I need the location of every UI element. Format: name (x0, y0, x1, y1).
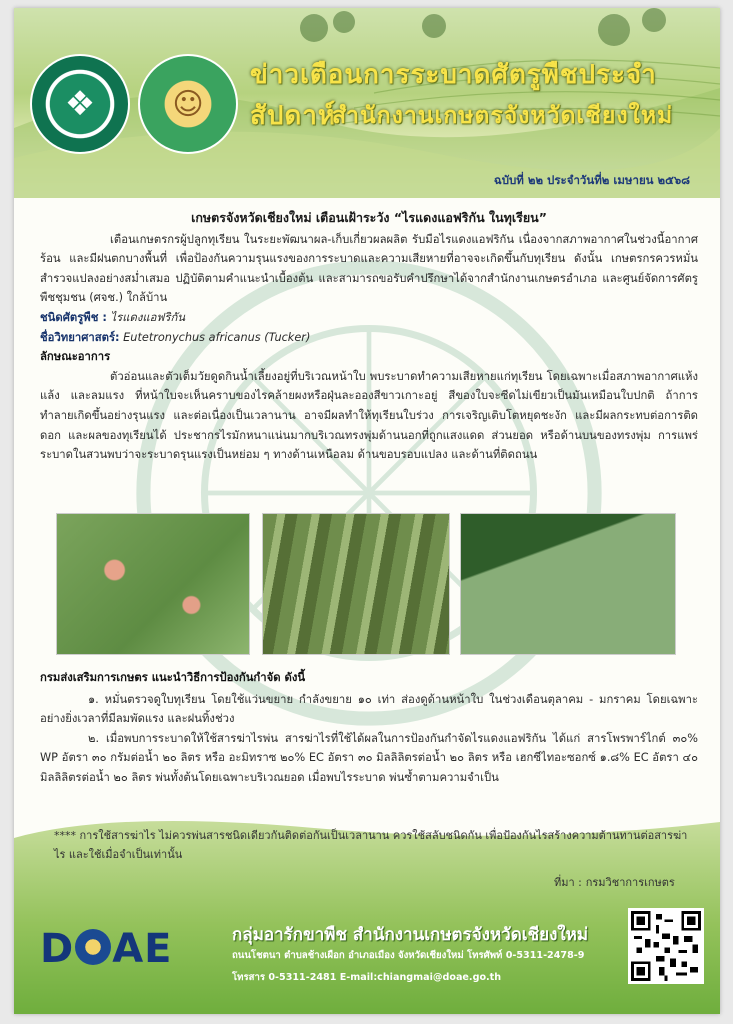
ministry-emblem-logo (30, 54, 130, 154)
control-item: ๑. หมั่นตรวจดูใบทุเรียน โดยใช้แว่นขยาย กำลังขยาย ๑๐ เท่า ส่องดูด้านหน้าใบ ในช่วงเดือนตุลาคม - มกราคม โดยเฉพาะอย่างยิ่งเวลาที่มีลมพัดแรง และฝนทิ้งช่วง (40, 692, 698, 726)
footer-org-name: กลุ่มอารักขาพืช สำนักงานเกษตรจังหวัดเชียงใหม่ (232, 925, 589, 945)
control-item: ๒. เมื่อพบการระบาดให้ใช้สารฆ่าไรพ่น สารฆ่าไรที่ใช้ได้ผลในการป้องกันกำจัดไรแดงแอฟริกัน ได้แก่ สารโพรพาร์ไกต์ ๓๐% WP อัตรา ๓๐ กรัมต่อน้ำ ๒๐ ลิตร หรือ อะมิทราซ ๒๐% EC อัตรา ๓๐ มิลลิลิตรต่อน้ำ ๒๐ ลิตร หรือ เฮกซีไทอะซอกซ์ ๑.๘% EC อัตรา ๔๐ มิลลิลิตรต่อน้ำ ๒๐ ลิตร พ่นทั้งต้นโดยเฉพาะบริเวณยอด เมื่อพบไรระบาด พ่นซ้ำตามความจำเป็น (40, 731, 698, 784)
footer-contact: โทรสาร 0-5311-2481 E-mail:chiangmai@doae.go.th (232, 972, 502, 983)
symptoms-paragraph: ตัวอ่อนและตัวเต็มวัยดูดกินน้ำเลี้ยงอยู่ที่บริเวณหน้าใบ พบระบาดทำความเสียหายแก่ทุเรียน โดยเฉพาะเมื่อสภาพอากาศแห้งแล้ง และลมแรง ที่หน้าใบจะเห็นคราบของไรคล้ายผงหรือฝุ่นละอองสีขาวเกาะอยู่ สีของใบจะซีดไม่เขียวเป็นมันเหมือนใบปกติ ถ้าการทำลายเกิดขึ้นอย่างรุนแรง และต่อเนื่องเป็นเวลานาน อาจมีผลทำให้ทุเรียนใบร่วง การเจริญเติบโตหยุดชะงัก และมีผลกระทบต่อการติดดอก และผลของทุเรียนได้ ประชากรไรมักหนาแน่นมากบริเวณทรงพุ่มด้านนอกที่ถูกแสงแดด ส่วนยอด หรือด้านบนของทรงพุ่ม การแพร่ระบาดในสวนพบว่าจะระบาดรุนแรงเป็นหย่อม ๆ ทางด้านเหนือลม ด้านขอบรอบแปลง และด้านที่ติดถนน (40, 369, 698, 462)
farmer-figure-icon: ☺ (172, 86, 204, 122)
intro-paragraph: เตือนเกษตรกรผู้ปลูกทุเรียน ในระยะพัฒนาผล-เก็บเกี่ยวผลผลิต รับมือไรแดงแอฟริกัน เนื่องจากสภาพอากาศในช่วงนี้อากาศร้อน และมีฝนตกบางพื้นที่ เพื่อป้องกันความรุนแรงของการระบาดและความเสียหายที่อาจจะเกิดขึ้นกับทุเรียน ดังนั้น เกษตรกรควรหมั่นสำรวจแปลงอย่างสม่ำเสมอ ปฏิบัติตามคำแนะนำเบื้องต้น และสามารถขอรับคำปรึกษาได้จากสำนักงานเกษตรอำเภอ และศูนย์จัดการศัตรูพืชชุมชน (ศจช.) ใกล้บ้าน (40, 232, 698, 305)
garuda-emblem-icon: ❖ (64, 84, 96, 124)
control-recommendations (40, 668, 698, 788)
photo-strip (56, 513, 676, 653)
article-body (40, 208, 698, 465)
doae-emblem-icon (75, 929, 111, 965)
durian-leaves-photo (262, 513, 450, 655)
scientific-name-row (40, 328, 698, 348)
pest-type-row (40, 308, 698, 328)
doae-logo-left: D (40, 926, 75, 972)
community-pest-center-logo (138, 54, 238, 154)
dusty-leaf-photo (460, 513, 676, 655)
pest-type-label: ชนิดศัตรูพืช : (40, 310, 107, 324)
bulletin-sheet (14, 8, 720, 1014)
mite-closeup-photo (56, 513, 250, 655)
scientific-name-value: Eutetronychus africanus (Tucker) (123, 330, 311, 344)
source-line (554, 873, 675, 891)
scientific-name-label: ชื่อวิทยาศาสตร์: (40, 330, 120, 344)
control-heading: กรมส่งเสริมการเกษตร แนะนำวิธีการป้องกันกำจัด ดังนี้ (40, 671, 306, 684)
symptoms-heading: ลักษณะอาการ (40, 350, 111, 364)
doae-logo (40, 926, 172, 972)
qr-code-icon[interactable] (628, 908, 704, 984)
bulletin-title: ข่าวเตือนการระบาดศัตรูพืชประจำสัปดาห์ (250, 60, 657, 131)
pest-type-value: ไรแดงแอฟริกัน (110, 310, 186, 324)
header-banner (14, 8, 720, 198)
issue-date: ฉบับที่ ๒๒ ประจำวันที่๒ เมษายน ๒๕๖๘ (493, 173, 690, 187)
footer-address: ถนนโชตนา ตำบลช้างเผือก อำเภอเมือง จังหวัดเชียงใหม่ โทรศัพท์ 0-5311-2478-9 (232, 950, 585, 961)
doae-logo-right: AE (112, 926, 173, 972)
office-title: สำนักงานเกษตรจังหวัดเชียงใหม่ (332, 103, 674, 129)
source-value: กรมวิชาการเกษตร (585, 876, 675, 889)
source-label: ที่มา : (554, 876, 582, 889)
usage-note: **** การใช้สารฆ่าไร ไม่ควรพ่นสารชนิดเดียวกันติดต่อกันเป็นเวลานาน ควรใช้สลับชนิดกัน เพื่อป้องกันไรสร้างความต้านทานต่อสารฆ่าไร และใช้เมื่อจำเป็นเท่านั้น (54, 829, 688, 861)
article-headline: เกษตรจังหวัดเชียงใหม่ เตือนเฝ้าระวัง “ไรแดงแอฟริกัน ในทุเรียน” (191, 210, 547, 225)
